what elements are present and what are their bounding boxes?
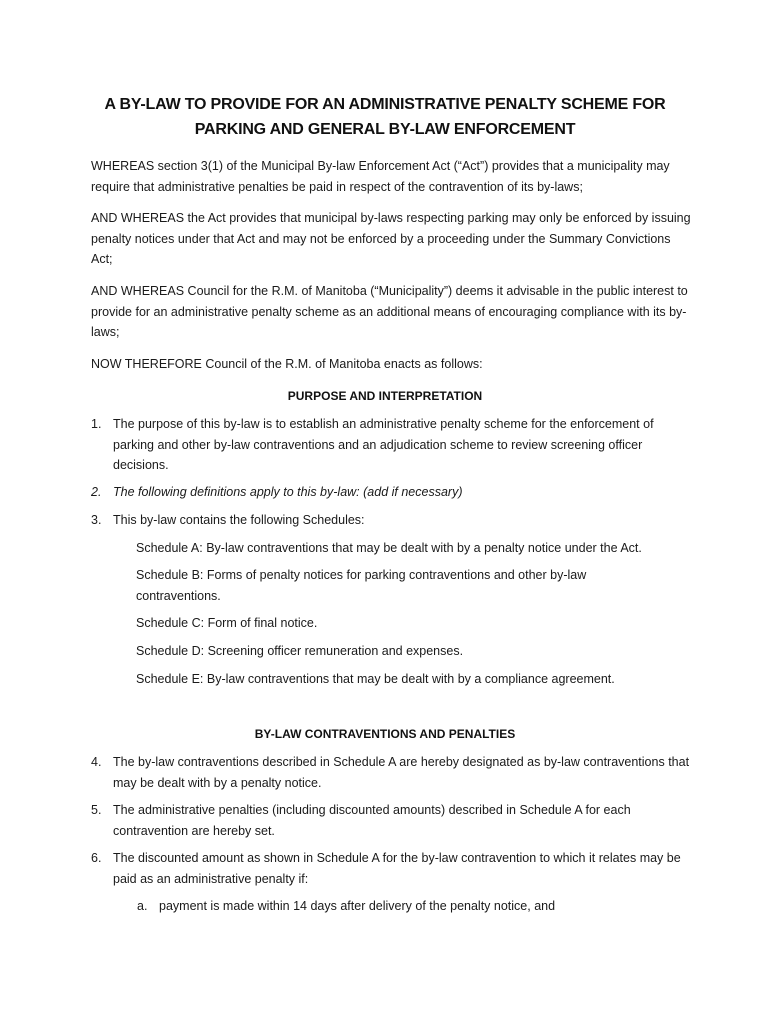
list-item-number: 2.	[91, 485, 102, 499]
list-item-4	[91, 752, 691, 793]
list-item-1	[91, 414, 691, 476]
schedule-b: Schedule B: Forms of penalty notices for parking contraventions and other by-law contraventions.	[136, 568, 587, 603]
schedule-c: Schedule C: Form of final notice.	[136, 616, 318, 630]
list-item-number: 5.	[91, 803, 102, 817]
schedule-e: Schedule E: By-law contraventions that may be dealt with by a compliance agreement.	[136, 672, 615, 686]
list-item-number: 3.	[91, 513, 102, 527]
document-title-line-1: A BY-LAW TO PROVIDE FOR AN ADMINISTRATIVE PENALTY SCHEME FOR	[104, 96, 666, 113]
recital-1: WHEREAS section 3(1) of the Municipal By-law Enforcement Act (“Act”) provides that a municipality may require that administrative penalties be paid in respect of the contravention of its by-laws;	[91, 159, 670, 194]
schedule-a: Schedule A: By-law contraventions that may be dealt with by a penalty notice under the Act.	[136, 541, 642, 555]
list-item-text: This by-law contains the following Schedules:	[113, 513, 365, 527]
sub-item-letter: a.	[137, 899, 148, 913]
list-item-text: The administrative penalties (including discounted amounts) described in Schedule A for each contravention are hereby set.	[113, 803, 631, 838]
sub-item-a	[137, 896, 697, 917]
list-item-text: The discounted amount as shown in Schedule A for the by-law contravention to which it relates may be paid as an administrative penalty if:	[113, 851, 681, 886]
section-heading-purpose: PURPOSE AND INTERPRETATION	[287, 389, 483, 403]
list-item-2	[91, 482, 691, 503]
section-heading-contraventions: BY-LAW CONTRAVENTIONS AND PENALTIES	[254, 727, 516, 741]
list-item-text: The by-law contraventions described in Schedule A are hereby designated as by-law contraventions that may be dealt with by a penalty notice.	[113, 755, 690, 790]
list-item-3	[91, 510, 691, 531]
recital-2: AND WHEREAS the Act provides that municipal by-laws respecting parking may only be enforced by issuing penalty notices under that Act and may not be enforced by a proceeding under the Summary Convictions Act;	[91, 211, 691, 266]
schedule-d: Schedule D: Screening officer remuneration and expenses.	[136, 644, 464, 658]
document-title-line-2: PARKING AND GENERAL BY-LAW ENFORCEMENT	[194, 121, 576, 138]
list-item-6	[91, 848, 691, 889]
list-item-5	[91, 800, 691, 841]
list-item-text: The following definitions apply to this by-law: (add if necessary)	[113, 485, 463, 499]
list-item-text: The purpose of this by-law is to establish an administrative penalty scheme for the enforcement of parking and other by-law contraventions and an adjudication scheme to review screening officer decisions.	[113, 417, 654, 472]
enacting-clause: NOW THEREFORE Council of the R.M. of Manitoba enacts as follows:	[91, 357, 483, 371]
list-item-number: 6.	[91, 851, 102, 865]
recital-3: AND WHEREAS Council for the R.M. of Manitoba (“Municipality”) deems it advisable in the public interest to provide for an administrative penalty scheme as an additional means of encouraging compliance with its by-laws;	[91, 284, 688, 339]
sub-item-text: payment is made within 14 days after delivery of the penalty notice, and	[159, 899, 556, 913]
list-item-number: 4.	[91, 755, 102, 769]
list-item-number: 1.	[91, 417, 102, 431]
